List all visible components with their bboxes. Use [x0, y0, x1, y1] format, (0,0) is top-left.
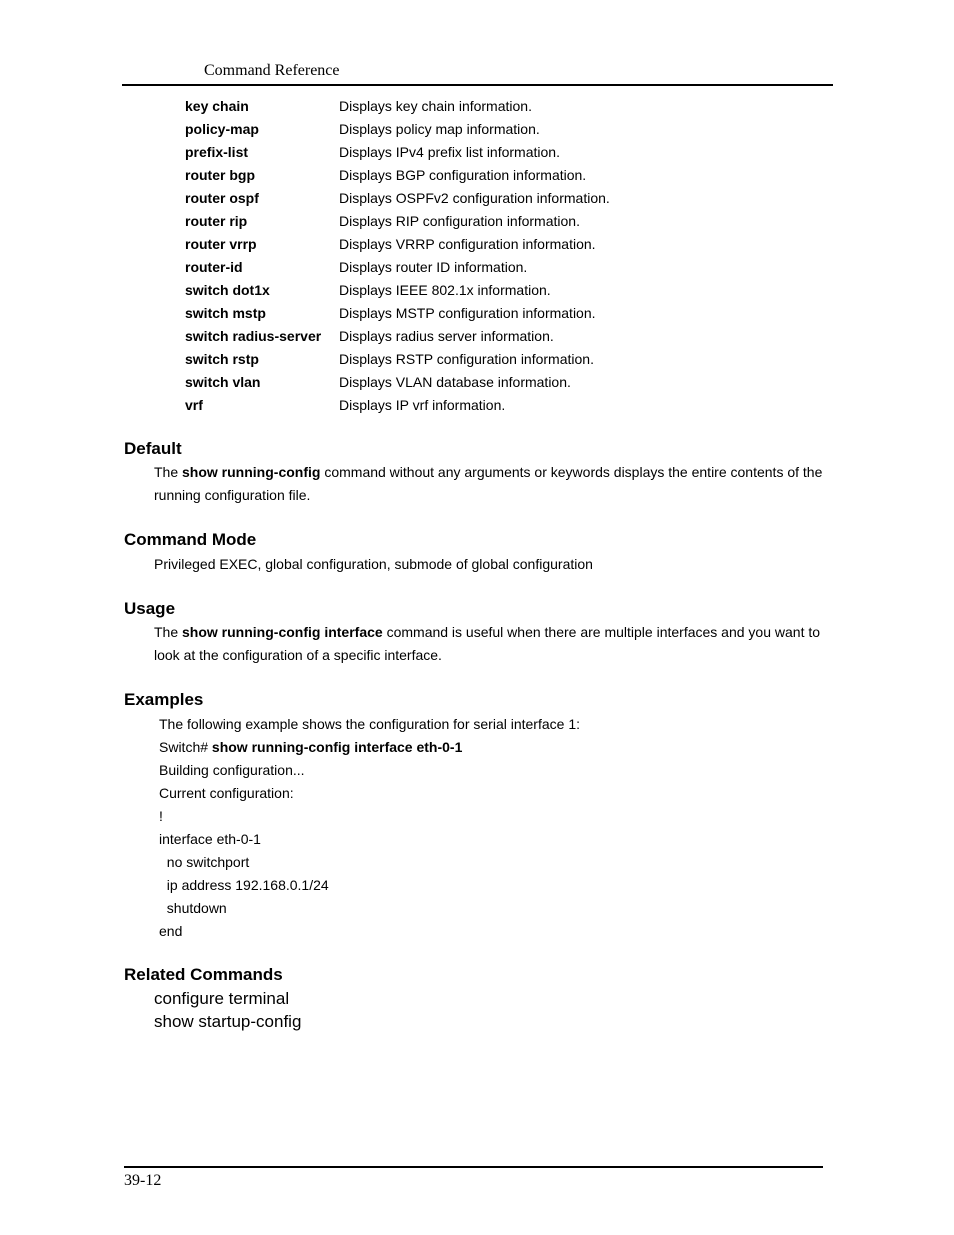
keyword-description: Displays key chain information.: [339, 98, 532, 114]
keyword-description: Displays IEEE 802.1x information.: [339, 282, 551, 298]
keyword-name: router-id: [185, 259, 243, 275]
keyword-description: Displays RSTP configuration information.: [339, 351, 594, 367]
command-mode-heading: Command Mode: [124, 530, 257, 549]
keyword-name: switch radius-server: [185, 328, 322, 344]
default-text: The show running-config command without any arguments or keywords displays the entire contents of the running configuration file.: [154, 464, 823, 503]
page-number: 39-12: [124, 1172, 162, 1189]
keyword-description: Displays OSPFv2 configuration information.: [339, 190, 610, 206]
keyword-description: Displays RIP configuration information.: [339, 213, 580, 229]
keyword-name: key chain: [185, 98, 249, 114]
related-command-item: show startup-config: [154, 1012, 302, 1031]
keyword-name: policy-map: [185, 121, 259, 137]
keyword-description: Displays BGP configuration information.: [339, 167, 587, 183]
keyword-name: switch dot1x: [185, 282, 270, 298]
example-output-line: !: [159, 808, 163, 824]
keyword-name: router vrrp: [185, 236, 257, 252]
command-mode-text: Privileged EXEC, global configuration, submode of global configuration: [154, 556, 593, 572]
usage-text: The show running-config interface command is useful when there are multiple interfaces and you want to look at the configuration of a specific interface.: [154, 624, 821, 663]
examples-heading: Examples: [124, 690, 204, 709]
related-commands-heading: Related Commands: [124, 965, 283, 984]
keyword-name: router rip: [185, 213, 248, 229]
keyword-description: Displays router ID information.: [339, 259, 528, 275]
header-rule: [122, 84, 833, 86]
related-commands-list: [154, 987, 301, 1033]
example-output-line: no switchport: [159, 854, 250, 870]
keyword-description: Displays IPv4 prefix list information.: [339, 144, 560, 160]
example-prompt: Switch#: [159, 739, 212, 755]
default-heading: Default: [124, 439, 182, 458]
keyword-description: Displays radius server information.: [339, 328, 554, 344]
example-output-line: Current configuration:: [159, 785, 294, 801]
keyword-name: switch mstp: [185, 305, 266, 321]
keyword-name: vrf: [185, 397, 203, 413]
example-output: [159, 759, 580, 943]
keyword-name: router bgp: [185, 167, 255, 183]
keyword-description: Displays VRRP configuration information.: [339, 236, 596, 252]
example-output-line: end: [159, 923, 183, 939]
example-command: show running-config interface eth-0-1: [211, 739, 463, 755]
keyword-description: Displays IP vrf information.: [339, 397, 506, 413]
example-output-line: shutdown: [159, 900, 227, 916]
keyword-description: Displays VLAN database information.: [339, 374, 571, 390]
usage-heading: Usage: [124, 599, 176, 618]
default-command: show running-config: [182, 464, 321, 480]
related-command-item: configure terminal: [154, 989, 290, 1008]
keyword-description: Displays policy map information.: [339, 121, 540, 137]
usage-command: show running-config interface: [182, 624, 383, 640]
examples-block: [159, 713, 580, 943]
keyword-name: prefix-list: [185, 144, 249, 160]
keyword-name: switch vlan: [185, 374, 261, 390]
keyword-description: Displays MSTP configuration information.: [339, 305, 596, 321]
footer-rule: [124, 1166, 823, 1168]
example-intro: The following example shows the configuration for serial interface 1:: [159, 716, 580, 732]
example-command-line: [159, 736, 580, 759]
example-output-line: interface eth-0-1: [159, 831, 261, 847]
keyword-name: switch rstp: [185, 351, 259, 367]
example-output-line: Building configuration...: [159, 762, 305, 778]
keyword-name: router ospf: [185, 190, 259, 206]
running-header: Command Reference: [204, 62, 340, 79]
example-output-line: ip address 192.168.0.1/24: [159, 877, 329, 893]
